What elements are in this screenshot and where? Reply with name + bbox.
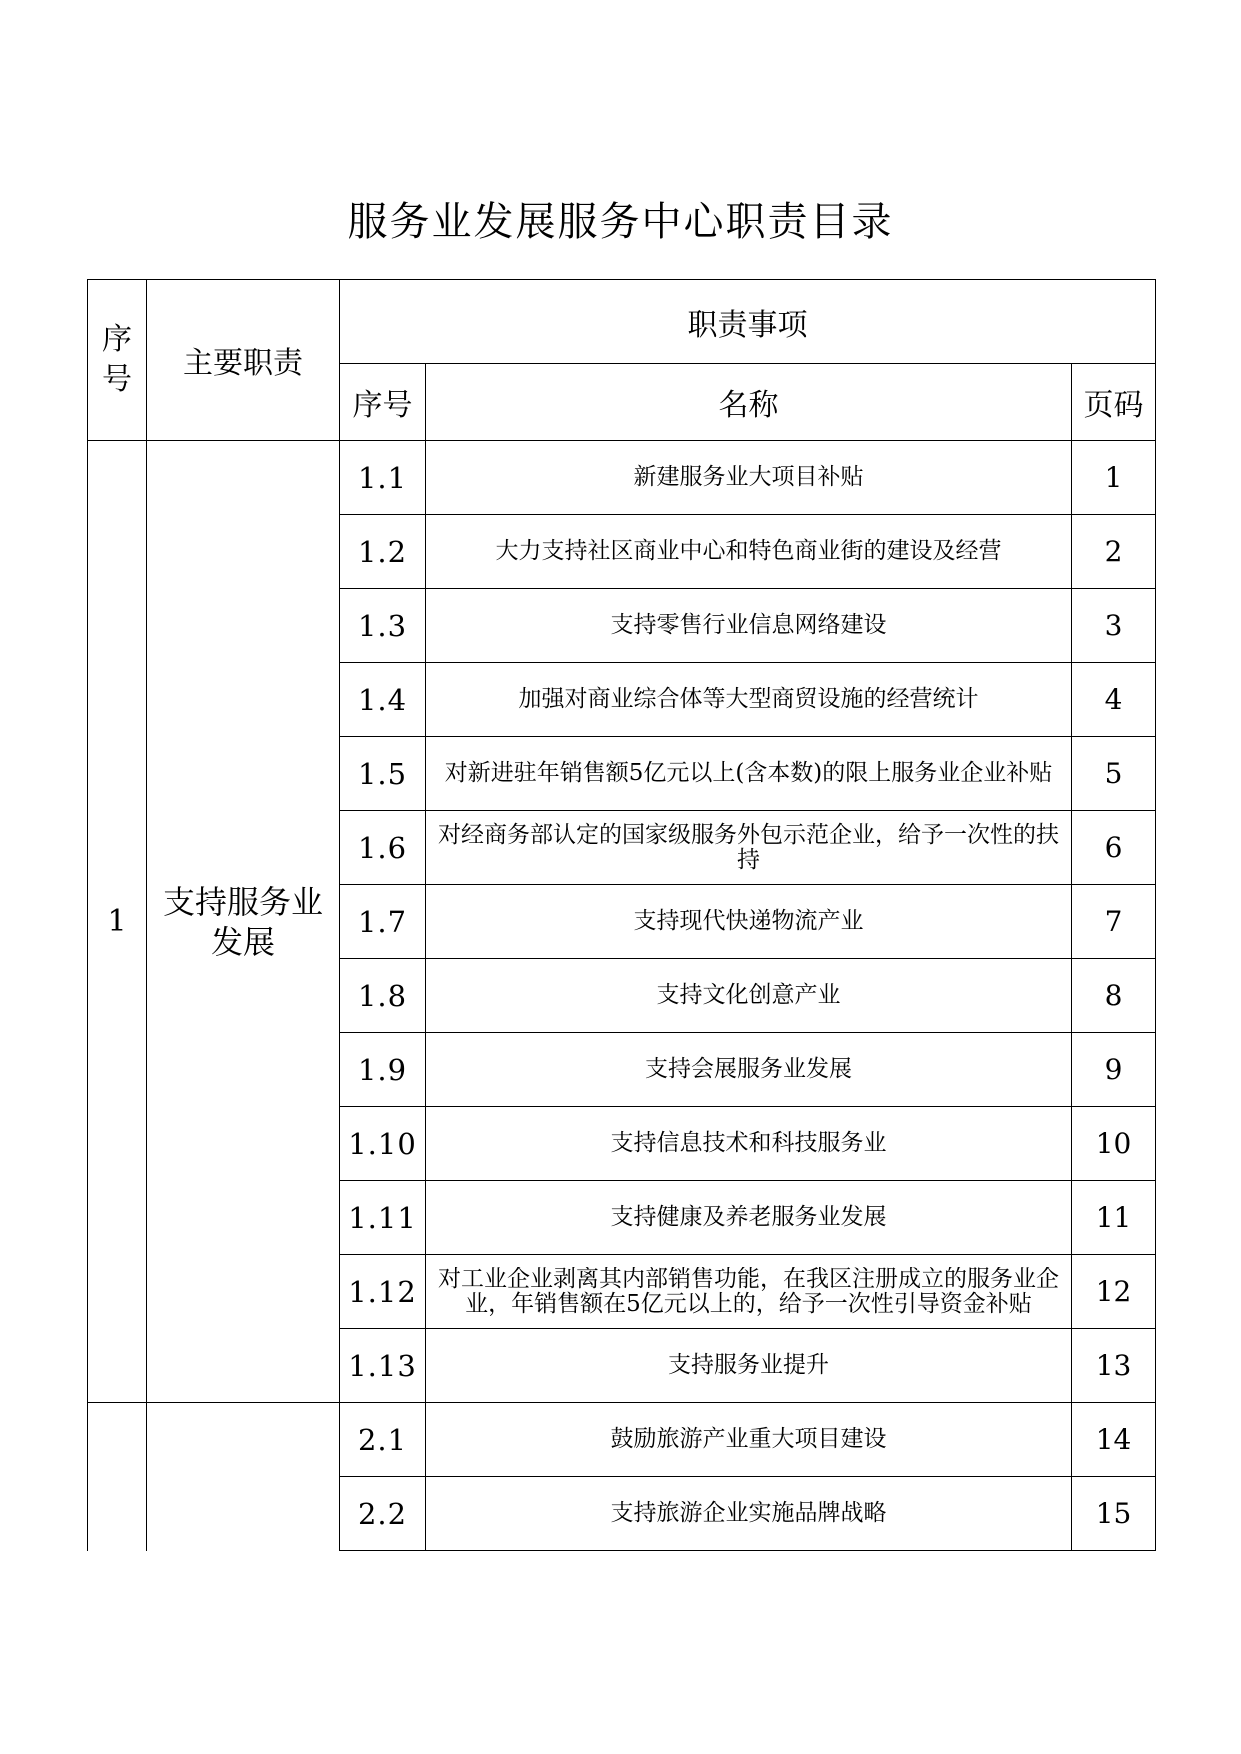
item-name: 支持信息技术和科技服务业 [426, 1107, 1072, 1181]
item-page: 12 [1072, 1255, 1156, 1329]
item-name: 支持文化创意产业 [426, 959, 1072, 1033]
group-seq [88, 1403, 147, 1551]
group-main-duty [147, 441, 340, 1403]
item-page: 6 [1072, 811, 1156, 885]
header-seq [88, 280, 147, 441]
item-no: 1.7 [340, 885, 426, 959]
item-page: 5 [1072, 737, 1156, 811]
header-row-1 [88, 280, 1156, 364]
group-main-duty [147, 1403, 340, 1551]
item-name: 支持现代快递物流产业 [426, 885, 1072, 959]
table-row [88, 441, 1156, 515]
table-row [88, 1403, 1156, 1477]
item-page: 9 [1072, 1033, 1156, 1107]
item-name: 支持服务业提升 [426, 1329, 1072, 1403]
item-name: 支持旅游企业实施品牌战略 [426, 1477, 1072, 1551]
item-no: 1.2 [340, 515, 426, 589]
item-no: 1.9 [340, 1033, 426, 1107]
item-no: 1.8 [340, 959, 426, 1033]
item-no: 2.1 [340, 1403, 426, 1477]
item-no: 1.13 [340, 1329, 426, 1403]
item-name: 鼓励旅游产业重大项目建设 [426, 1403, 1072, 1477]
item-name: 支持健康及养老服务业发展 [426, 1181, 1072, 1255]
header-seq-label: 序号 [102, 322, 132, 397]
item-no: 1.1 [340, 441, 426, 515]
header-items-group: 职责事项 [340, 280, 1156, 364]
item-name [426, 1255, 1072, 1329]
item-no: 1.3 [340, 589, 426, 663]
item-no: 1.5 [340, 737, 426, 811]
header-name: 名称 [426, 364, 1072, 441]
item-page: 11 [1072, 1181, 1156, 1255]
group-seq: 1 [88, 441, 147, 1403]
item-name: 加强对商业综合体等大型商贸设施的经营统计 [426, 663, 1072, 737]
item-no: 1.11 [340, 1181, 426, 1255]
item-page: 7 [1072, 885, 1156, 959]
item-name: 支持会展服务业发展 [426, 1033, 1072, 1107]
item-page: 15 [1072, 1477, 1156, 1551]
item-page: 3 [1072, 589, 1156, 663]
item-name: 大力支持社区商业中心和特色商业街的建设及经营 [426, 515, 1072, 589]
header-main-duty: 主要职责 [147, 280, 340, 441]
duty-directory-table [87, 279, 1156, 1551]
item-page: 10 [1072, 1107, 1156, 1181]
item-no: 1.4 [340, 663, 426, 737]
page-title: 服务业发展服务中心职责目录 [347, 199, 894, 245]
item-no: 1.6 [340, 811, 426, 885]
item-page: 4 [1072, 663, 1156, 737]
item-no: 1.12 [340, 1255, 426, 1329]
header-sub-seq: 序号 [340, 364, 426, 441]
item-page: 1 [1072, 441, 1156, 515]
item-page: 14 [1072, 1403, 1156, 1477]
item-name: 对新进驻年销售额5亿元以上(含本数)的限上服务业企业补贴 [426, 737, 1072, 811]
item-page: 13 [1072, 1329, 1156, 1403]
item-name: 支持零售行业信息网络建设 [426, 589, 1072, 663]
item-name: 新建服务业大项目补贴 [426, 441, 1072, 515]
header-page: 页码 [1072, 364, 1156, 441]
item-no: 2.2 [340, 1477, 426, 1551]
item-no: 1.10 [340, 1107, 426, 1181]
item-name: 对经商务部认定的国家级服务外包示范企业，给予一次性的扶持 [426, 811, 1072, 885]
group-main-duty-label: 支持服务业发展 [162, 882, 323, 961]
item-page: 8 [1072, 959, 1156, 1033]
item-page: 2 [1072, 515, 1156, 589]
item-name-text: 对工业企业剥离其内部销售功能，在我区注册成立的服务业企业，年销售额在5亿元以上的，给予一次性引导资金补贴 [438, 1266, 1059, 1317]
